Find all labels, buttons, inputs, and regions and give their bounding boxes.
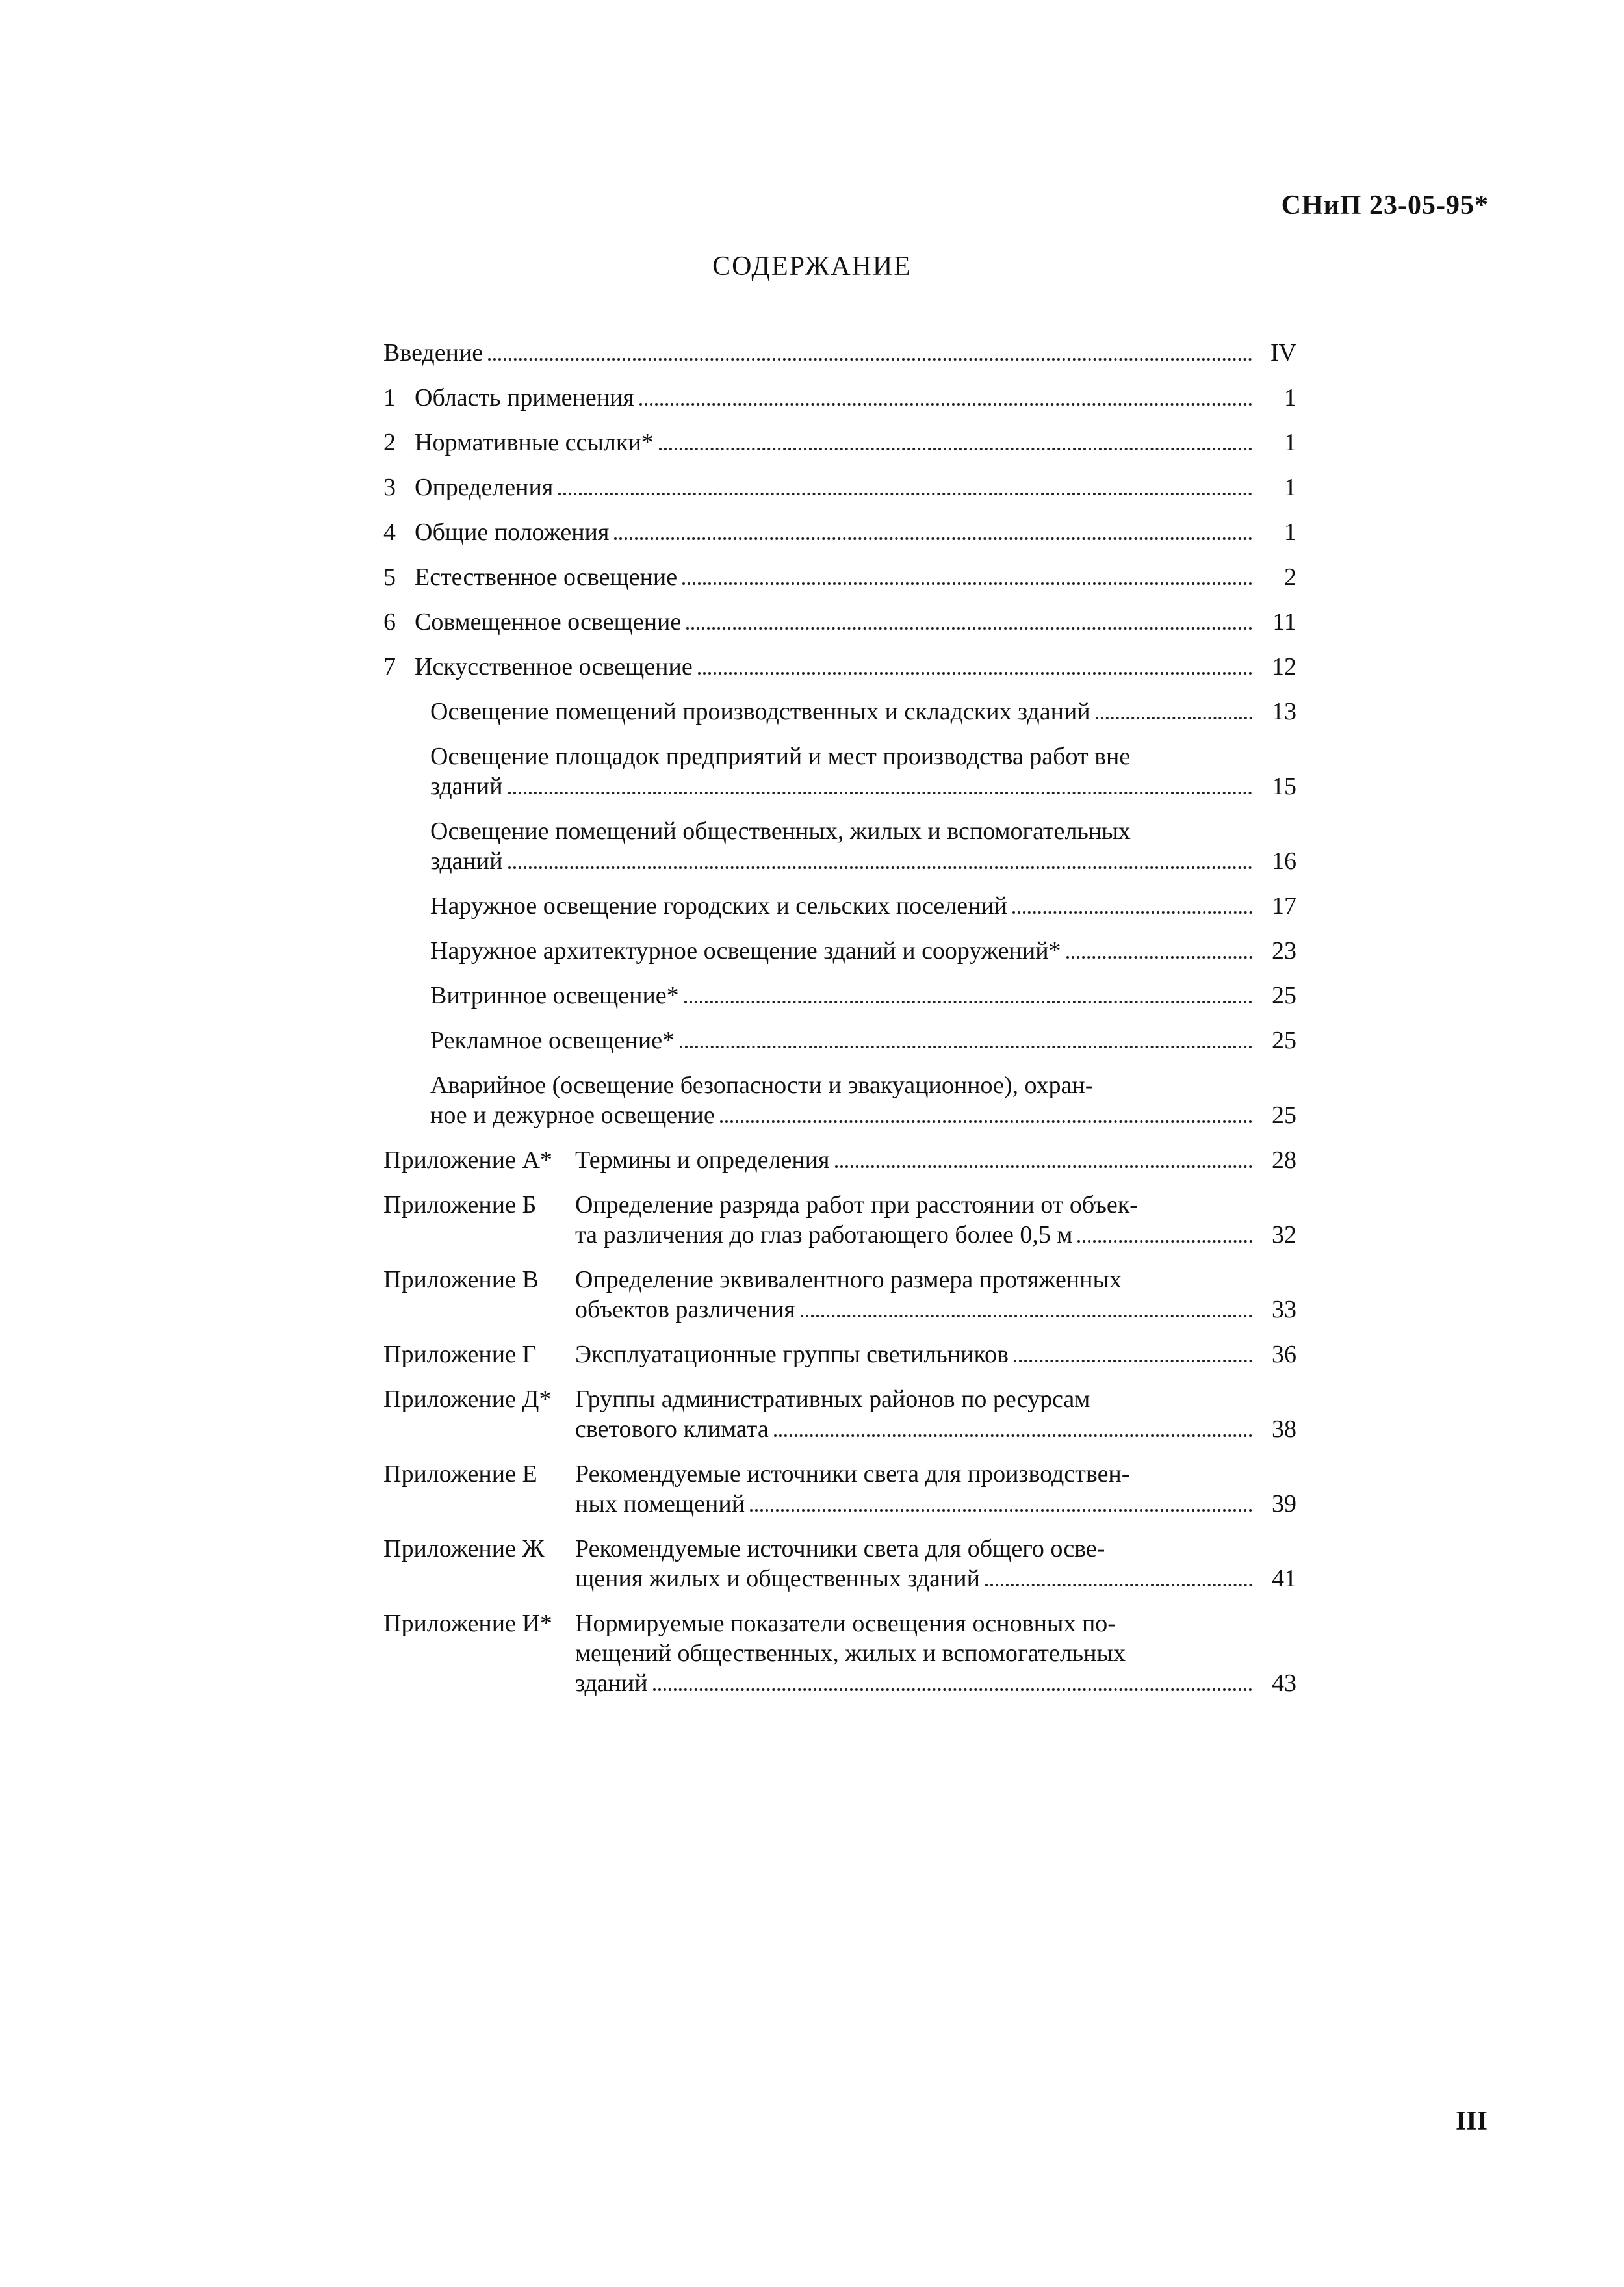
toc-appendix-label: Приложение А* (383, 1146, 552, 1174)
toc-page-number: 32 (1272, 1221, 1296, 1248)
toc-entry[interactable] (383, 1145, 1296, 1175)
page-title: СОДЕРЖАНИЕ (712, 252, 912, 281)
toc-entry[interactable] (383, 472, 1296, 502)
toc-entry-title-line: мещений общественных, жилых и вспомогательных (575, 1640, 1126, 1667)
toc-entry-title: ных помещений (575, 1490, 745, 1518)
toc-entry-title: Витринное освещение* (430, 982, 679, 1009)
toc-entry[interactable] (383, 607, 1296, 637)
toc-entry[interactable] (383, 816, 1296, 876)
dot-leader (680, 1046, 1252, 1048)
dot-leader (1066, 956, 1252, 959)
toc-entry-number: 1 (383, 384, 396, 411)
toc-entry-title-line: Рекомендуемые источники света для общего осве- (575, 1535, 1105, 1562)
toc-page-number: 38 (1272, 1415, 1296, 1443)
toc-entry-number: 2 (383, 429, 396, 456)
dot-leader (774, 1434, 1252, 1437)
dot-leader (659, 448, 1252, 450)
dot-leader (508, 866, 1252, 869)
dot-leader (488, 358, 1252, 361)
toc-entry[interactable] (383, 338, 1296, 368)
toc-page-number: 2 (1284, 563, 1296, 591)
toc-page-number: 1 (1284, 519, 1296, 546)
toc-entry-title: Определения (415, 474, 554, 501)
toc-entry-title-line: Нормируемые показатели освещения основных по- (575, 1610, 1116, 1637)
toc-page-number: 41 (1272, 1565, 1296, 1592)
toc-entry-title: Освещение помещений производственных и складских зданий (430, 698, 1090, 725)
toc-entry-title: Введение (383, 339, 483, 367)
toc-entry-number: 4 (383, 519, 396, 546)
toc-appendix-label: Приложение Г (383, 1341, 537, 1368)
toc-entry[interactable] (383, 652, 1296, 682)
toc-entry-title-line: Определение эквивалентного размера протяженных (575, 1266, 1122, 1293)
toc-entry-title: Рекламное освещение* (430, 1027, 675, 1054)
toc-appendix-label: Приложение Д* (383, 1386, 552, 1413)
dot-leader (1096, 717, 1252, 719)
toc-page-number: 36 (1272, 1341, 1296, 1368)
dot-leader (801, 1315, 1252, 1317)
toc-page-number: 15 (1272, 773, 1296, 800)
toc-appendix-label: Приложение Е (383, 1460, 537, 1488)
table-of-contents (383, 338, 1296, 1698)
toc-entry-title: Наружное архитектурное освещение зданий и сооружений* (430, 937, 1061, 964)
toc-entry-title: объектов различения (575, 1296, 795, 1323)
toc-entry-title: Искусственное освещение (415, 653, 693, 680)
toc-entry[interactable] (383, 936, 1296, 966)
toc-appendix-label: Приложение И* (383, 1610, 552, 1637)
toc-page-number: IV (1270, 339, 1296, 367)
dot-leader (835, 1165, 1252, 1168)
toc-entry-title: ное и дежурное освещение (430, 1102, 715, 1129)
toc-entry-title: Термины и определения (575, 1146, 830, 1174)
toc-page-number: 39 (1272, 1490, 1296, 1518)
toc-entry-title-line: Освещение помещений общественных, жилых и вспомогательных (430, 818, 1131, 845)
toc-entry-title: зданий (430, 773, 503, 800)
toc-entry[interactable] (383, 1265, 1296, 1324)
toc-page-number: 23 (1272, 937, 1296, 964)
toc-entry-title-line: Группы административных районов по ресурсам (575, 1386, 1090, 1413)
page-number: III (1455, 2106, 1488, 2136)
dot-leader (1012, 911, 1252, 914)
toc-entry-title: та различения до глаз работающего более 0,5 м (575, 1221, 1073, 1248)
toc-entry-title: щения жилых и общественных зданий (575, 1565, 980, 1592)
toc-page-number: 33 (1272, 1296, 1296, 1323)
toc-page-number: 12 (1272, 653, 1296, 680)
toc-entry-title: Область применения (415, 384, 634, 411)
dot-leader (614, 537, 1252, 540)
toc-page-number: 16 (1272, 847, 1296, 875)
toc-page-number: 1 (1284, 384, 1296, 411)
toc-entry-title: Естественное освещение (415, 563, 678, 591)
toc-entry[interactable] (383, 1609, 1296, 1698)
toc-page-number: 25 (1272, 1102, 1296, 1129)
toc-page-number: 28 (1272, 1146, 1296, 1174)
toc-page-number: 43 (1272, 1670, 1296, 1697)
toc-entry[interactable] (383, 428, 1296, 458)
toc-entry-title: зданий (575, 1670, 648, 1697)
toc-entry-title-line: Определение разряда работ при расстоянии от объек- (575, 1191, 1138, 1219)
dot-leader (508, 792, 1252, 794)
dot-leader (682, 582, 1252, 585)
toc-entry-title: светового климата (575, 1415, 769, 1443)
toc-page-number: 1 (1284, 474, 1296, 501)
dot-leader (985, 1584, 1252, 1586)
toc-page-number: 1 (1284, 429, 1296, 456)
dot-leader (750, 1509, 1252, 1512)
dot-leader (1077, 1240, 1252, 1243)
toc-entry-title: Наружное освещение городских и сельских поселений (430, 892, 1008, 920)
dot-leader (686, 627, 1252, 630)
toc-page-number: 11 (1272, 608, 1296, 636)
toc-entry[interactable] (383, 1384, 1296, 1444)
dot-leader (720, 1120, 1252, 1123)
toc-page-number: 25 (1272, 982, 1296, 1009)
toc-entry-title: Нормативные ссылки* (415, 429, 654, 456)
dot-leader (558, 493, 1252, 495)
toc-entry[interactable] (383, 1190, 1296, 1250)
toc-entry-title: Эксплуатационные группы светильников (575, 1341, 1009, 1368)
toc-entry-number: 3 (383, 474, 396, 501)
toc-appendix-label: Приложение Ж (383, 1535, 545, 1562)
toc-entry-title: зданий (430, 847, 503, 875)
toc-entry[interactable] (383, 1026, 1296, 1055)
toc-entry-title-line: Освещение площадок предприятий и мест производства работ вне (430, 743, 1131, 770)
toc-entry[interactable] (383, 1339, 1296, 1369)
toc-appendix-label: Приложение В (383, 1266, 539, 1293)
toc-page-number: 25 (1272, 1027, 1296, 1054)
toc-entry[interactable] (383, 517, 1296, 547)
document-code: СНиП 23-05-95* (1281, 190, 1489, 220)
toc-page-number: 13 (1272, 698, 1296, 725)
toc-entry-title: Общие положения (415, 519, 610, 546)
toc-appendix-label: Приложение Б (383, 1191, 537, 1219)
dot-leader (684, 1001, 1252, 1003)
dot-leader (1014, 1360, 1252, 1362)
toc-entry[interactable] (383, 697, 1296, 727)
toc-entry-number: 5 (383, 563, 396, 591)
dot-leader (653, 1688, 1252, 1691)
toc-entry-title-line: Аварийное (освещение безопасности и эвакуационное), охран- (430, 1072, 1094, 1099)
dot-leader (639, 403, 1252, 406)
toc-entry[interactable] (383, 891, 1296, 921)
toc-entry-number: 7 (383, 653, 396, 680)
toc-entry[interactable] (383, 742, 1296, 801)
toc-entry[interactable] (383, 981, 1296, 1011)
toc-page-number: 17 (1272, 892, 1296, 920)
toc-entry[interactable] (383, 383, 1296, 413)
toc-entry[interactable] (383, 562, 1296, 592)
toc-entry-number: 6 (383, 608, 396, 636)
toc-entry-title: Совмещенное освещение (415, 608, 682, 636)
toc-entry[interactable] (383, 1459, 1296, 1519)
toc-entry[interactable] (383, 1070, 1296, 1130)
toc-entry[interactable] (383, 1534, 1296, 1594)
toc-entry-title-line: Рекомендуемые источники света для производствен- (575, 1460, 1130, 1488)
dot-leader (698, 672, 1252, 675)
